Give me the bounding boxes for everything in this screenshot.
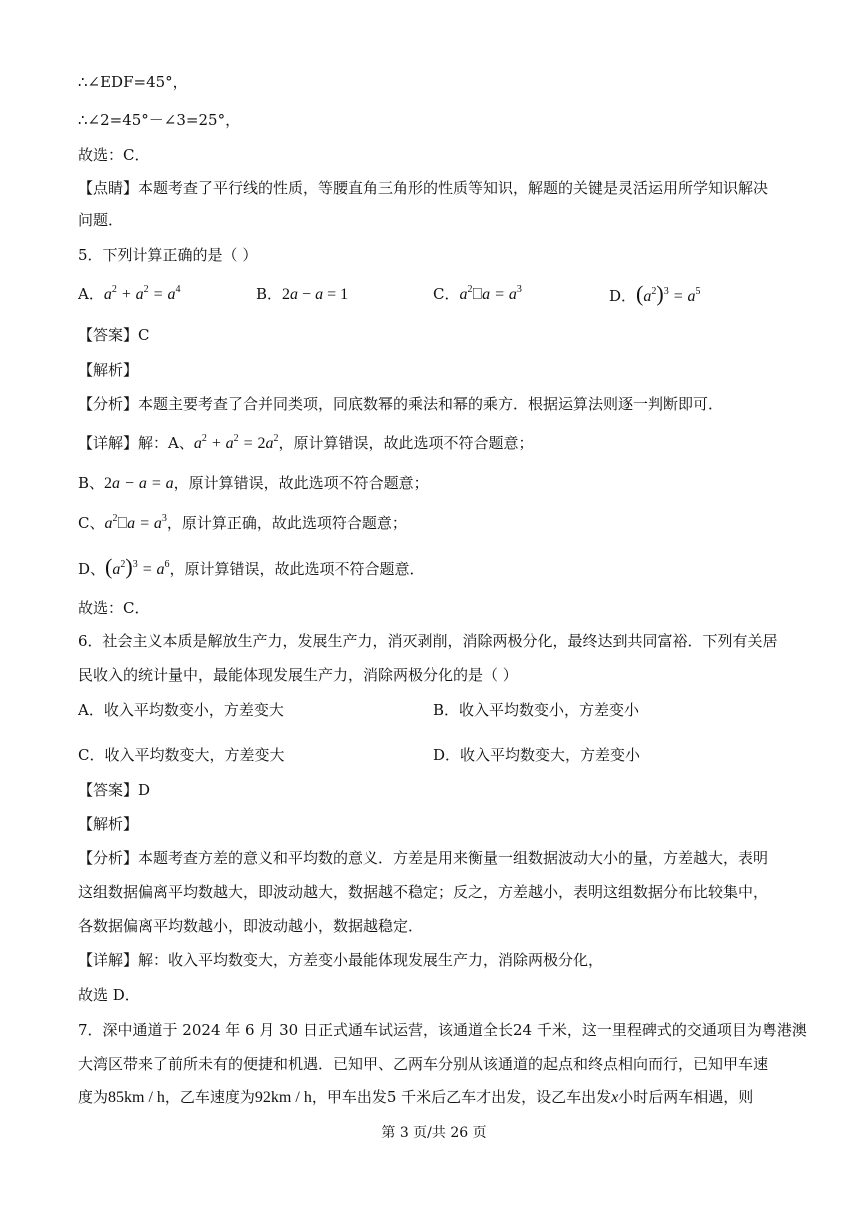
q5-analysis: 【分析】本题主要考查了合并同类项，同底数幂的乘法和幂的乘方．根据运算法则逐一判断即可． [78,395,724,413]
q6-jiexi: 【解析】 [78,815,139,833]
q6-option-a: A．收入平均数变小，方差变大 [78,701,284,719]
q5-answer: 【答案】C [78,326,150,344]
text-line: ∴∠EDF=45°， [78,73,188,91]
text-line: 【点睛】本题考查了平行线的性质，等腰直角三角形的性质等知识，解题的关键是灵活运用所学知识解决 [78,179,769,197]
question-7-stem: 度为85km / h，乙车速度为92km / h，甲车出发5 千米后乙车才出发，设乙车出发x小时后两车相遇，则 [78,1088,754,1106]
q6-option-d: D．收入平均数变大，方差变小 [433,746,641,764]
q5-option-b: B．2a − a = 1 [256,285,349,303]
q5-jiexi: 【解析】 [78,361,139,379]
q5-detail-a: 【详解】解：A、$a^2 + a^2 = 2a^2$，原计算错误，故此选项不符合题意； [78,433,534,452]
q6-analysis: 这组数据偏离平均数越大，即波动越大，数据越不稳定；反之，方差越小，表明这组数据分布比较集中， [78,883,769,901]
q5-option-d: D．$(a^2)^3 = a^5$ [609,281,701,306]
question-5-stem: 5．下列计算正确的是（ ） [78,246,258,264]
q5-detail-c: C、$a^2⎕a = a^3$，原计算正确，故此选项符合题意； [78,513,407,532]
q5-option-c: C．$a^2⎕a = a^3$ [433,284,522,303]
text-line: 故选：C． [78,146,150,164]
question-6-stem: 6．社会主义本质是解放生产力，发展生产力，消灭剥削，消除两极分化，最终达到共同富裕．下列有关居 [78,632,778,650]
q5-option-a: A．$a^2 + a^2 = a^4$ [78,284,181,303]
q6-choose: 故选 D． [78,986,140,1004]
page-footer: 第 3 页/共 26 页 [381,1125,487,1141]
text-line: 问题． [78,211,124,229]
text-line: ∴∠2=45°－∠3=25°， [78,111,241,129]
q5-choose: 故选：C． [78,599,150,617]
q6-analysis: 各数据偏离平均数越小，即波动越小，数据越稳定． [78,917,424,935]
q5-detail-d: D、$(a^2)^3 = a^6$，原计算错误，故此选项不符合题意． [78,554,425,579]
question-7-stem: 7．深中通道于 2024 年 6 月 30 日正式通车试运营，该通道全长24 千米，这一里程碑式的交通项目为粤港澳 [78,1021,807,1039]
question-6-stem: 民收入的统计量中，最能体现发展生产力，消除两极分化的是（ ） [78,666,518,684]
q6-option-c: C．收入平均数变大，方差变大 [78,746,285,764]
question-7-stem: 大湾区带来了前所未有的便捷和机遇．已知甲、乙两车分别从该通道的起点和终点相向而行，已知甲车速 [78,1055,769,1073]
q6-detail: 【详解】解：收入平均数变大，方差变小最能体现发展生产力，消除两极分化， [78,951,604,969]
q6-analysis: 【分析】本题考查方差的意义和平均数的意义．方差是用来衡量一组数据波动大小的量，方差越大，表明 [78,849,769,867]
q6-answer: 【答案】D [78,781,151,799]
q6-option-b: B．收入平均数变小，方差变小 [433,701,640,719]
q5-detail-b: B、2a − a = a，原计算错误，故此选项不符合题意； [78,474,429,492]
